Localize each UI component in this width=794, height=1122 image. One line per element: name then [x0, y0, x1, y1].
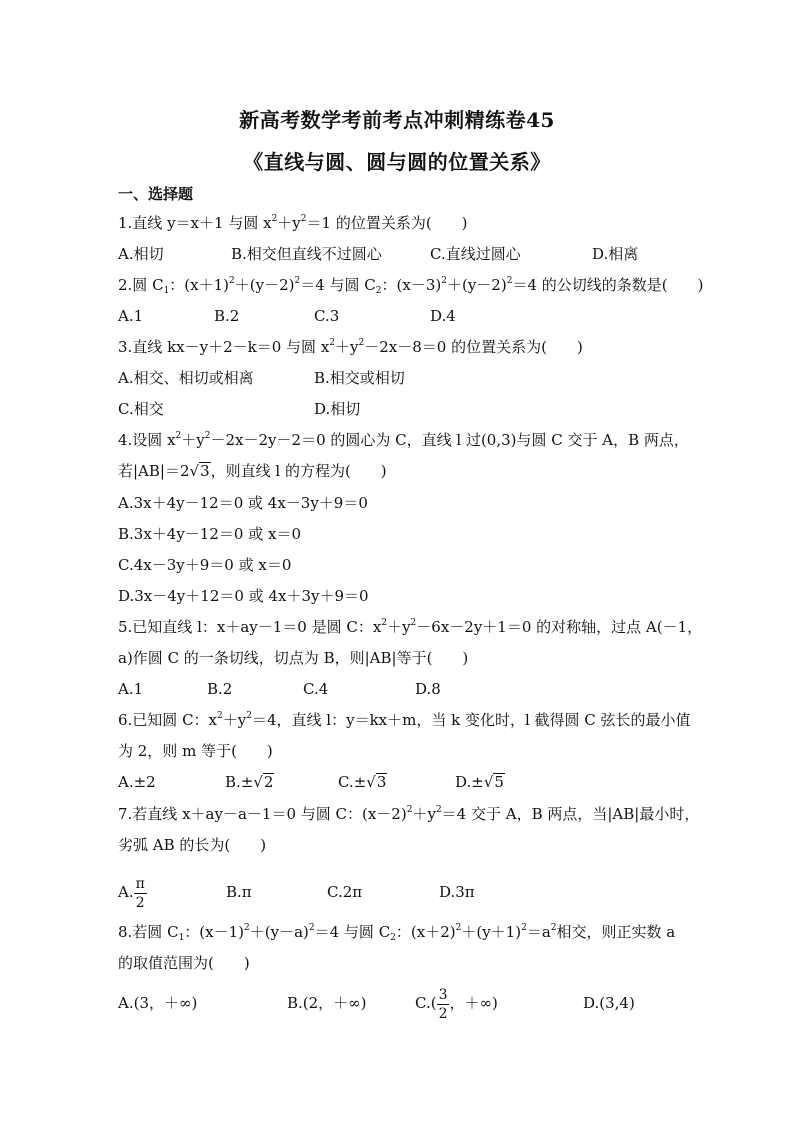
question-3-stem: 3.直线 kx－y＋2－k＝0 与圆 $x^2+y^2-2x-8=0$ 的位置关系为( )	[118, 338, 583, 356]
question-8-stem-line2: 的取值范围为( )	[118, 954, 250, 972]
question-2-stem: 2.圆 $C_1$：$(x+1)^2+(y-2)^2=4$ 与圆 $C_2$：$(x-3)^2+(y-2)^2=4$ 的公切线的条数是( )	[118, 276, 704, 296]
option-d: D.相切	[314, 400, 361, 418]
question-5-stem-line1: 5.已知直线 l：x＋ay－1＝0 是圆 C：$x^2+y^2-6x-2y+1=0$ 的对称轴，过点 A(－1，	[118, 618, 703, 636]
option-c: C.4	[303, 680, 329, 698]
option-c: C.相交	[118, 400, 164, 418]
option-b: B.±√2	[225, 773, 274, 791]
title-line-2: 《直线与圆、圆与圆的位置关系》	[243, 150, 551, 174]
radical: 3	[200, 462, 210, 480]
option-b: B.π	[226, 883, 252, 901]
question-4-option-d: D.3x－4y＋12＝0 或 4x＋3y＋9＝0	[118, 587, 369, 605]
option-b: B.相交但直线不过圆心	[231, 245, 382, 263]
option-c: C.直线过圆心	[430, 245, 521, 263]
question-4-stem-line1: 4.设圆 $x^2+y^2-2x-2y-2=0$ 的圆心为 C，直线 l 过(0,3)与圆 C 交于 A，B 两点，	[118, 431, 689, 449]
question-6-stem-line1: 6.已知圆 C：$x^2+y^2=4$，直线 l：y＝kx＋m，当 k 变化时，l 截得圆 C 弦长的最小值	[118, 711, 691, 729]
question-5-stem-line2: a)作圆 C 的一条切线，切点为 B，则|AB|等于( )	[118, 649, 469, 667]
option-c: C.3	[314, 307, 340, 325]
question-7-stem-line2: 劣弧 AB 的长为( )	[118, 836, 267, 854]
question-7-stem-line1: 7.若直线 x＋ay－a－1＝0 与圆 C：$(x-2)^2+y^2=4$ 交于 A，B 两点，当|AB|最小时，	[118, 805, 700, 823]
question-4-stem-line2: 若|AB|＝2√3，则直线 l 的方程为( )	[118, 462, 387, 480]
option-b: B.2	[207, 680, 233, 698]
option-d: D.(3,4)	[583, 994, 635, 1012]
section-heading: 一、选择题	[118, 185, 194, 203]
option-d: D.相离	[592, 245, 639, 263]
question-1-stem: 1.直线 y＝x＋1 与圆 $x^2+y^2=1$ 的位置关系为( )	[118, 214, 468, 232]
option-a: A.(3，＋∞)	[118, 994, 198, 1012]
option-b: B.相交或相切	[314, 369, 405, 387]
option-c: C.±√3	[338, 773, 387, 791]
option-b: B.(2，＋∞)	[287, 994, 367, 1012]
option-a: A.相切	[118, 245, 164, 263]
option-d: D.3π	[439, 883, 475, 901]
title-line-1: 新高考数学考前考点冲刺精练卷45	[239, 108, 555, 132]
option-a: A.相交、相切或相离	[118, 369, 254, 387]
question-6-stem-line2: 为 2，则 m 等于( )	[118, 742, 273, 760]
option-a: A.1	[118, 680, 144, 698]
option-d: D.8	[415, 680, 441, 698]
option-b: B.2	[214, 307, 240, 325]
option-d: D.4	[430, 307, 456, 325]
question-4-option-c: C.4x－3y＋9＝0 或 x＝0	[118, 556, 292, 574]
question-8-stem-line1: 8.若圆 $C_1$：$(x-1)^2+(y-a)^2=4$ 与圆 $C_2$：$(x+2)^2+(y+1)^2=a^2$相交，则正实数 a	[118, 923, 676, 943]
question-4-option-a: A.3x＋4y－12＝0 或 4x－3y＋9＝0	[118, 494, 368, 512]
option-a: A.1	[118, 307, 144, 325]
option-c: C.( $\frac{3}{2}$ ，＋∞)	[415, 986, 498, 1022]
option-d: D.±√5	[455, 773, 504, 791]
question-4-option-b: B.3x＋4y－12＝0 或 x＝0	[118, 525, 301, 543]
option-a: A.±2	[118, 773, 156, 791]
option-c: C.2π	[327, 883, 363, 901]
option-a: A. $\frac{\pi}{2}$	[118, 875, 145, 911]
